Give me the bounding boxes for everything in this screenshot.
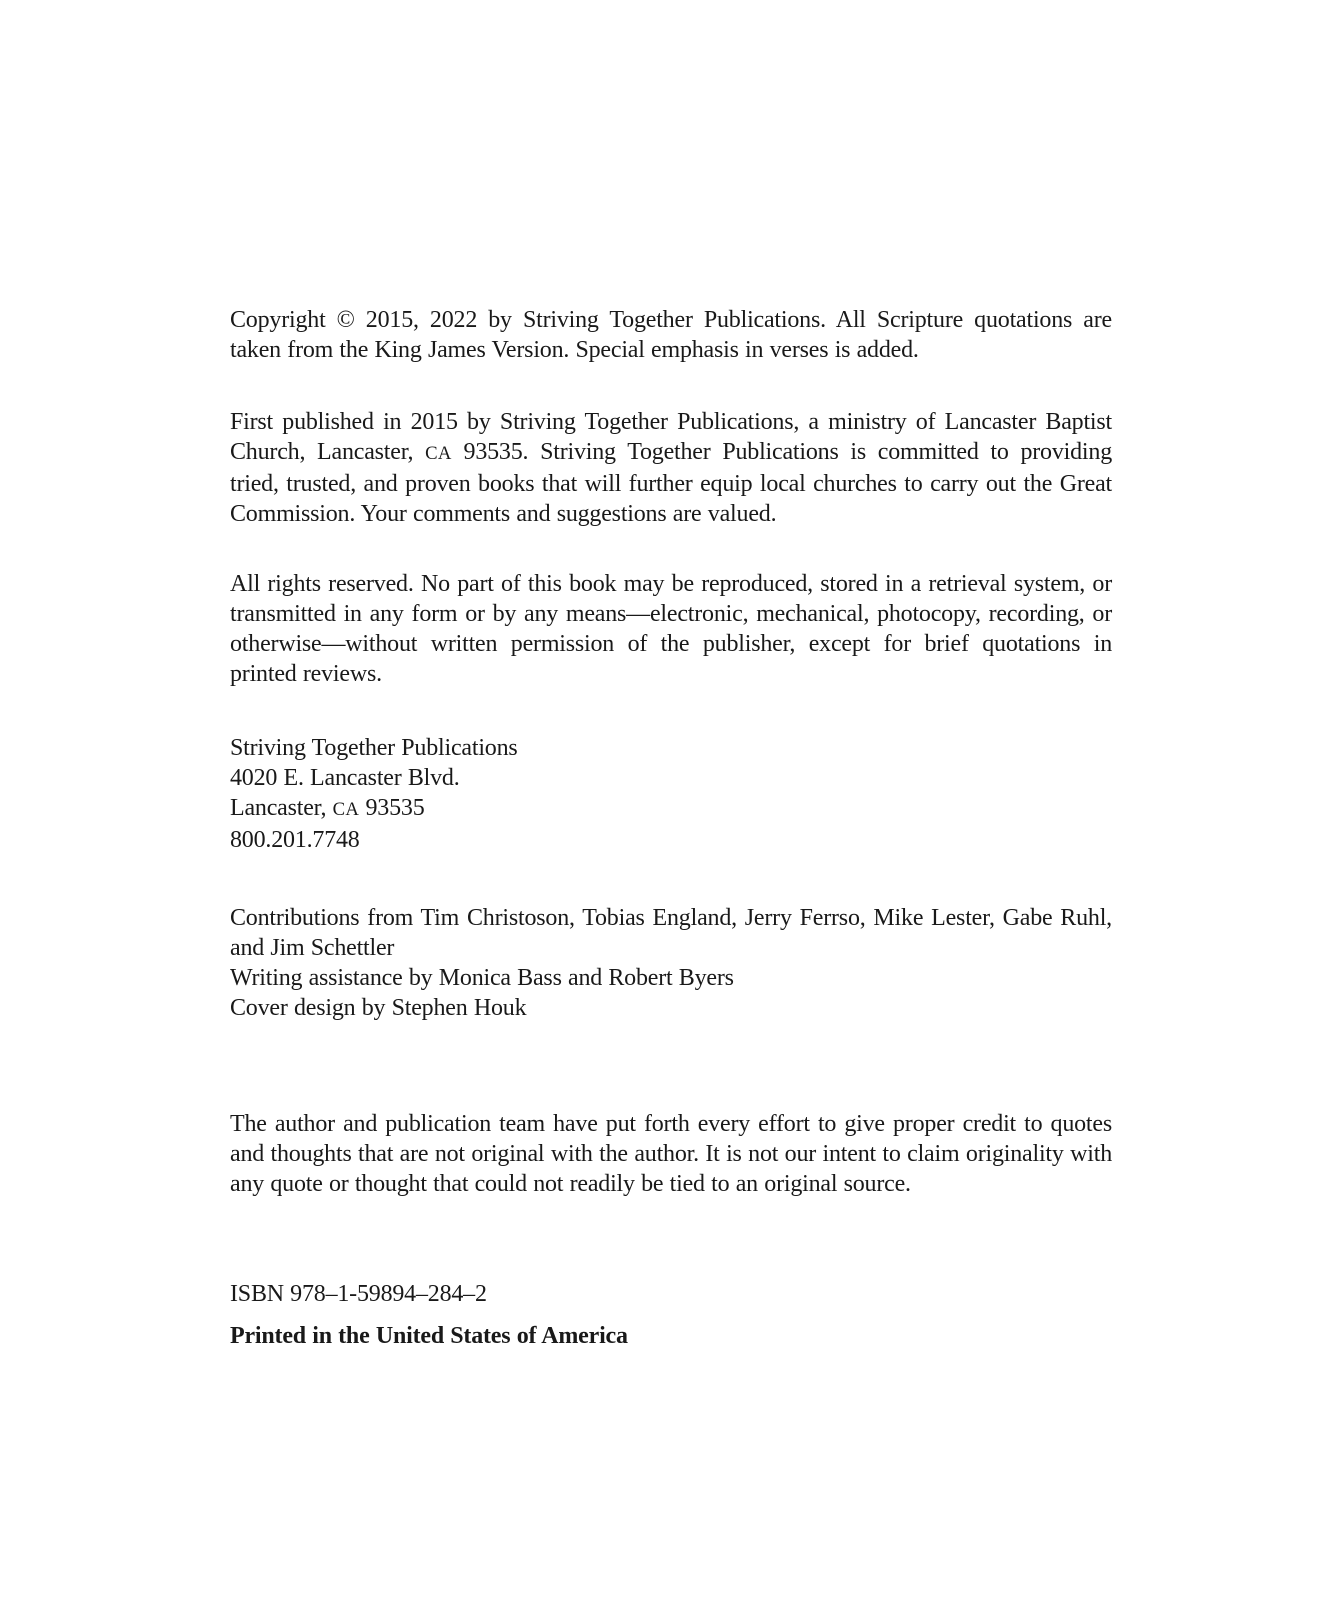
publisher-city: Lancaster, — [230, 795, 333, 821]
credits-block — [230, 903, 1112, 1023]
contributions-credit: Contributions from Tim Christoson, Tobias England, Jerry Ferrso, Mike Lester, Gabe Ruhl, and Jim Schettler — [230, 905, 1112, 961]
publisher-street: 4020 E. Lancaster Blvd. — [230, 765, 460, 791]
first-published-text-start: First published in 2015 by Striving Together Publications, a ministry of Lancaster Baptist Church, Lancaster, — [230, 409, 1112, 465]
first-published-text-end: 93535. Striving Together Publications is committed to providing tried, trusted, and proven books that will further equip local churches to carry out the Great Commission. Your comments and suggestions are valued. — [230, 439, 1112, 527]
state-abbreviation: CA — [425, 443, 452, 464]
printed-in-text: Printed in the United States of America — [230, 1323, 628, 1349]
rights-reserved-text: All rights reserved. No part of this book may be reproduced, stored in a retrieval system, or transmitted in any form or by any means—electronic, mechanical, photocopy, recording, or otherwise—without written permission of the publisher, except for brief quotations in printed reviews. — [230, 571, 1112, 687]
isbn-line — [230, 1279, 1112, 1309]
cover-design-credit: Cover design by Stephen Houk — [230, 995, 527, 1021]
first-published-paragraph — [230, 407, 1112, 529]
writing-assistance-credit: Writing assistance by Monica Bass and Robert Byers — [230, 965, 734, 991]
credit-disclaimer-paragraph — [230, 1109, 1112, 1199]
publisher-city-line — [230, 793, 1112, 825]
publisher-state-abbreviation: CA — [332, 799, 360, 820]
copyright-notice-paragraph — [230, 305, 1112, 365]
copyright-notice-text: Copyright © 2015, 2022 by Striving Together Publications. All Scripture quotations are taken from the King James Version. Special emphasis in verses is added. — [230, 307, 1112, 363]
rights-reserved-paragraph — [230, 569, 1112, 689]
printed-in-line — [230, 1321, 1112, 1351]
publisher-zip: 93535 — [359, 795, 425, 821]
publisher-name: Striving Together Publications — [230, 735, 518, 761]
publisher-address-block — [230, 733, 1112, 855]
publisher-phone: 800.201.7748 — [230, 827, 360, 853]
isbn-text: ISBN 978–1-59894–284–2 — [230, 1281, 487, 1307]
credit-disclaimer-text: The author and publication team have put forth every effort to give proper credit to quotes and thoughts that are not original with the author. It is not our intent to claim originality with any quote or thought that could not readily be tied to an original source. — [230, 1111, 1112, 1197]
